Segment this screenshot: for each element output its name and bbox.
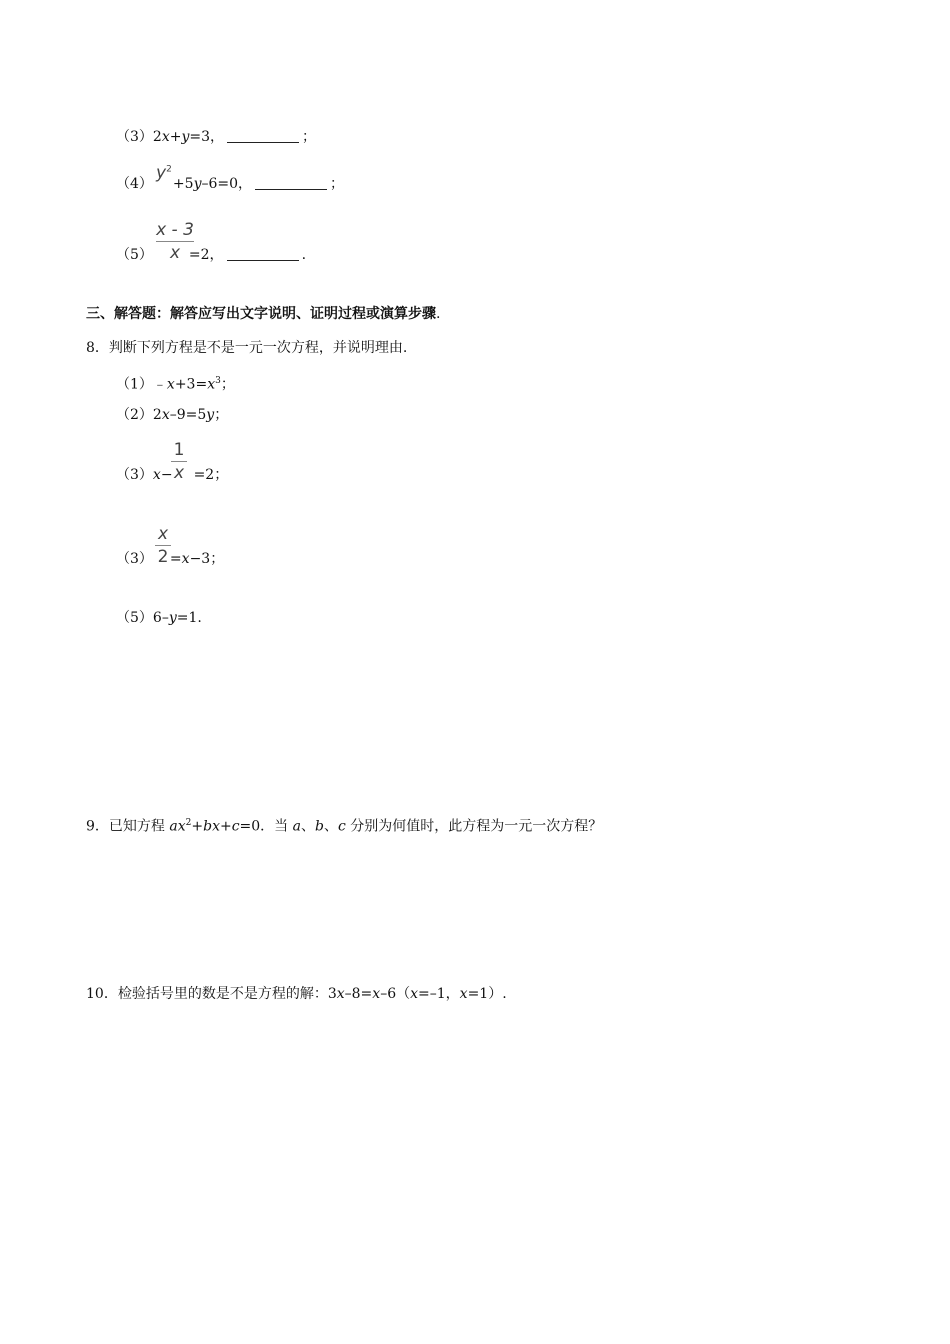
fraction: x 2 [155,524,171,567]
fill-item-5: （5） =2， . [116,247,307,263]
question-8-stem: 8．判断下列方程是不是一元一次方程，并说明理由. [86,340,408,356]
question-10: 10．检验括号里的数是不是方程的解：3x–8=x–6（x=–1，x=1）. [86,986,507,1002]
q8-item-2: （2）2x–9=5y； [116,407,229,423]
question-9: 9．已知方程 $ax^2+bx+c=0$．当 a、b、c 分别为何值时，此方程为一元一次方程？ [86,818,603,835]
answer-blank[interactable] [227,128,299,143]
fill-item-4: （4） +5y–6=0， ； [116,176,345,192]
item-number: （5） [116,247,153,263]
fill-item-3: （3）2x+y=3， ； [116,129,317,145]
item-number: （4） [116,176,153,192]
answer-blank[interactable] [255,175,327,190]
q8-item-4: （3） =x−3； [116,551,225,567]
item-number: （3） [116,129,153,145]
fraction: 1 x [171,440,187,483]
section-title: 三、解答题：解答应写出文字说明、证明过程或演算步骤. [86,306,441,322]
answer-blank[interactable] [227,246,299,261]
q8-item-3: （3）x− =2； [116,467,229,483]
q8-item-5: （5）6–y=1. [116,610,202,626]
y-squared: $y^2$ [156,163,172,183]
q8-item-1: $(1)﹣x+3=x^3$； [116,376,235,393]
fraction: x - 3 x [156,220,194,263]
